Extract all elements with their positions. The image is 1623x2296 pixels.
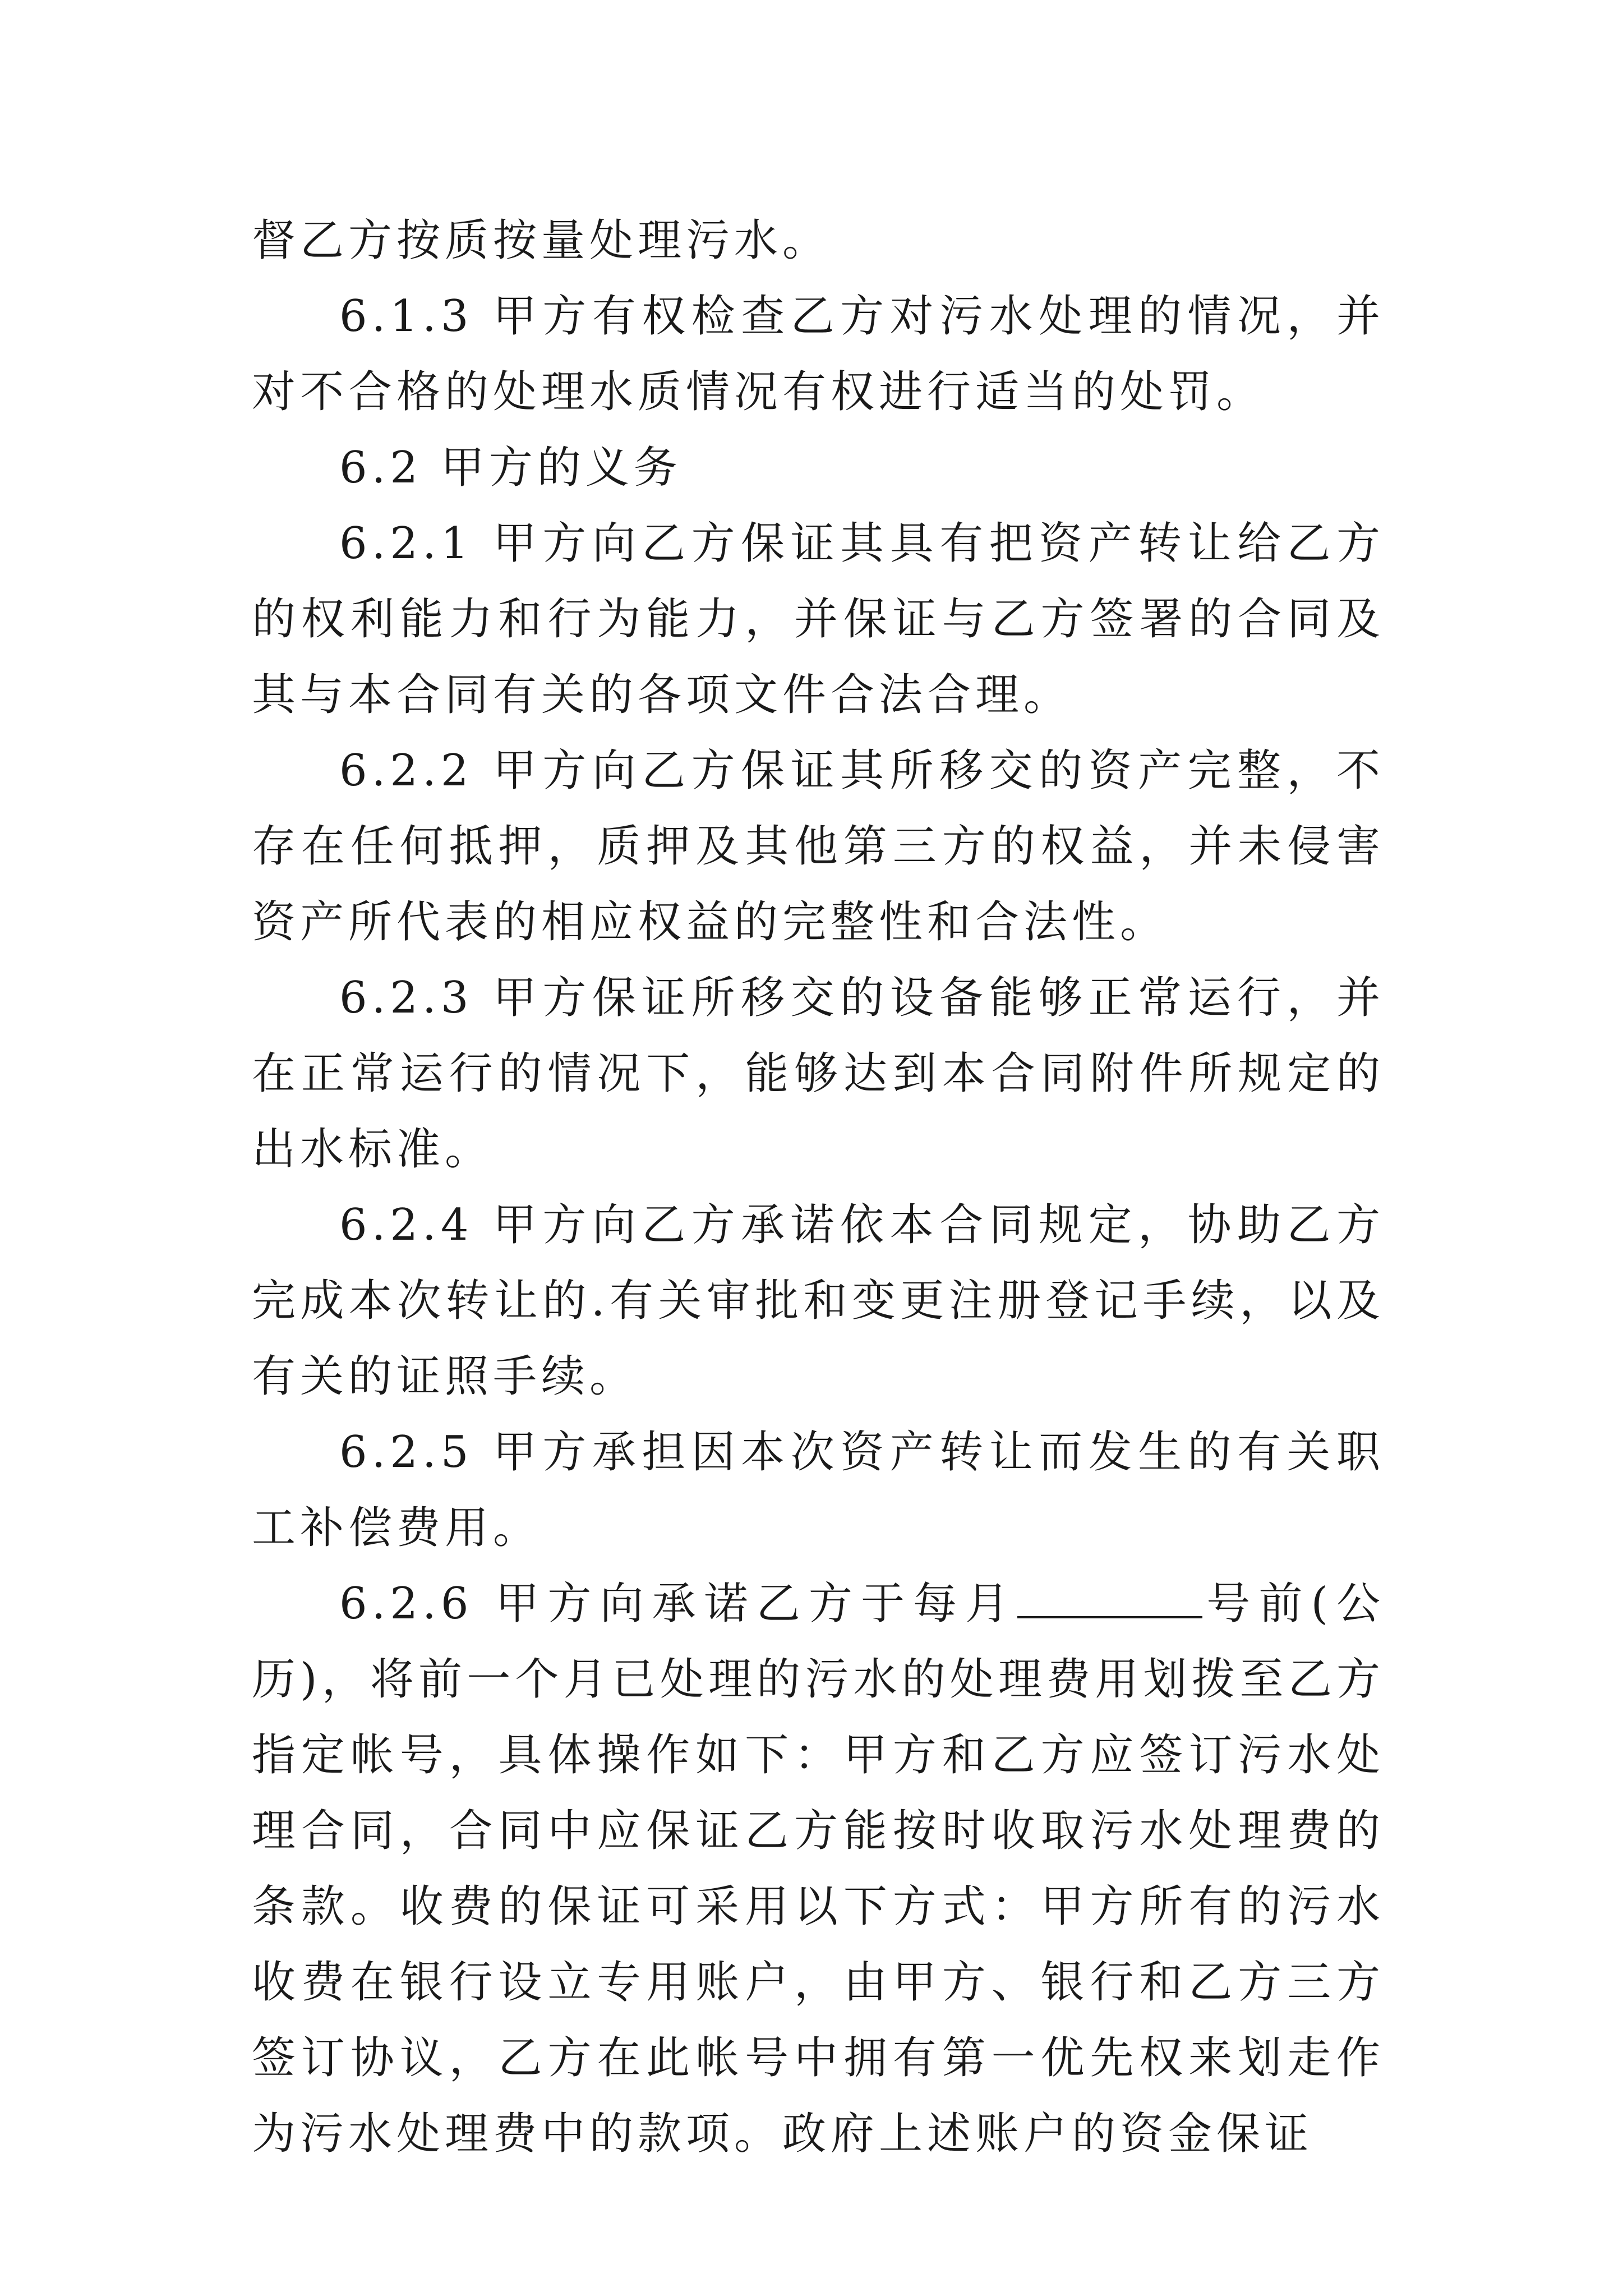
paragraph-continuation: 督乙方按质按量处理污水。 xyxy=(252,215,831,266)
clause-6-2-1: 6.2.1 甲方向乙方保证其具有把资产转让给乙方的权利能力和行为能力，并保证与乙方签署的合同及其与本合同有关的各项文件合法合理。 xyxy=(252,518,1385,720)
clause-6-2-2: 6.2.2 甲方向乙方保证其所移交的资产完整，不存在任何抵押，质押及其他第三方的权益，并未侵害资产所代表的相应权益的完整性和合法性。 xyxy=(252,746,1385,947)
section-heading-6-2: 6.2 甲方的义务 xyxy=(339,443,682,493)
clause-6-2-3: 6.2.3 甲方保证所移交的设备能够正常运行，并在正常运行的情况下，能够达到本合同附件所规定的出水标准。 xyxy=(252,973,1385,1175)
clause-6-2-6-body: 号前(公历)，将前一个月已处理的污水的处理费用划拨至乙方指定帐号，具体操作如下：甲方和乙方应签订污水处理合同，合同中应保证乙方能按时收取污水处理费的条款。收费的保证可采用以下方式：甲方所有的污水收费在银行设立专用账户，由甲方、银行和乙方三方签订协议，乙方在此帐号中拥有第一优先权来划走作为污水处理费中的款项。政府上述账户的资金保证 xyxy=(252,1579,1385,2159)
clause-6-1-3: 6.1.3 甲方有权检查乙方对污水处理的情况，并对不合格的处理水质情况有权进行适当的处罚。 xyxy=(252,291,1385,417)
document-body xyxy=(252,203,1385,2172)
clause-6-2-6 xyxy=(252,1566,1385,2172)
clause-6-2-6-lead: 6.2.6 甲方向承诺乙方于每月 xyxy=(339,1579,1018,1629)
fill-in-blank xyxy=(1017,1577,1202,1618)
clause-6-2-5: 6.2.5 甲方承担因本次资产转让而发生的有关职工补偿费用。 xyxy=(252,1427,1385,1553)
clause-6-2-4: 6.2.4 甲方向乙方承诺依本合同规定，协助乙方完成本次转让的.有关审批和变更注册登记手续，以及有关的证照手续。 xyxy=(252,1200,1385,1402)
